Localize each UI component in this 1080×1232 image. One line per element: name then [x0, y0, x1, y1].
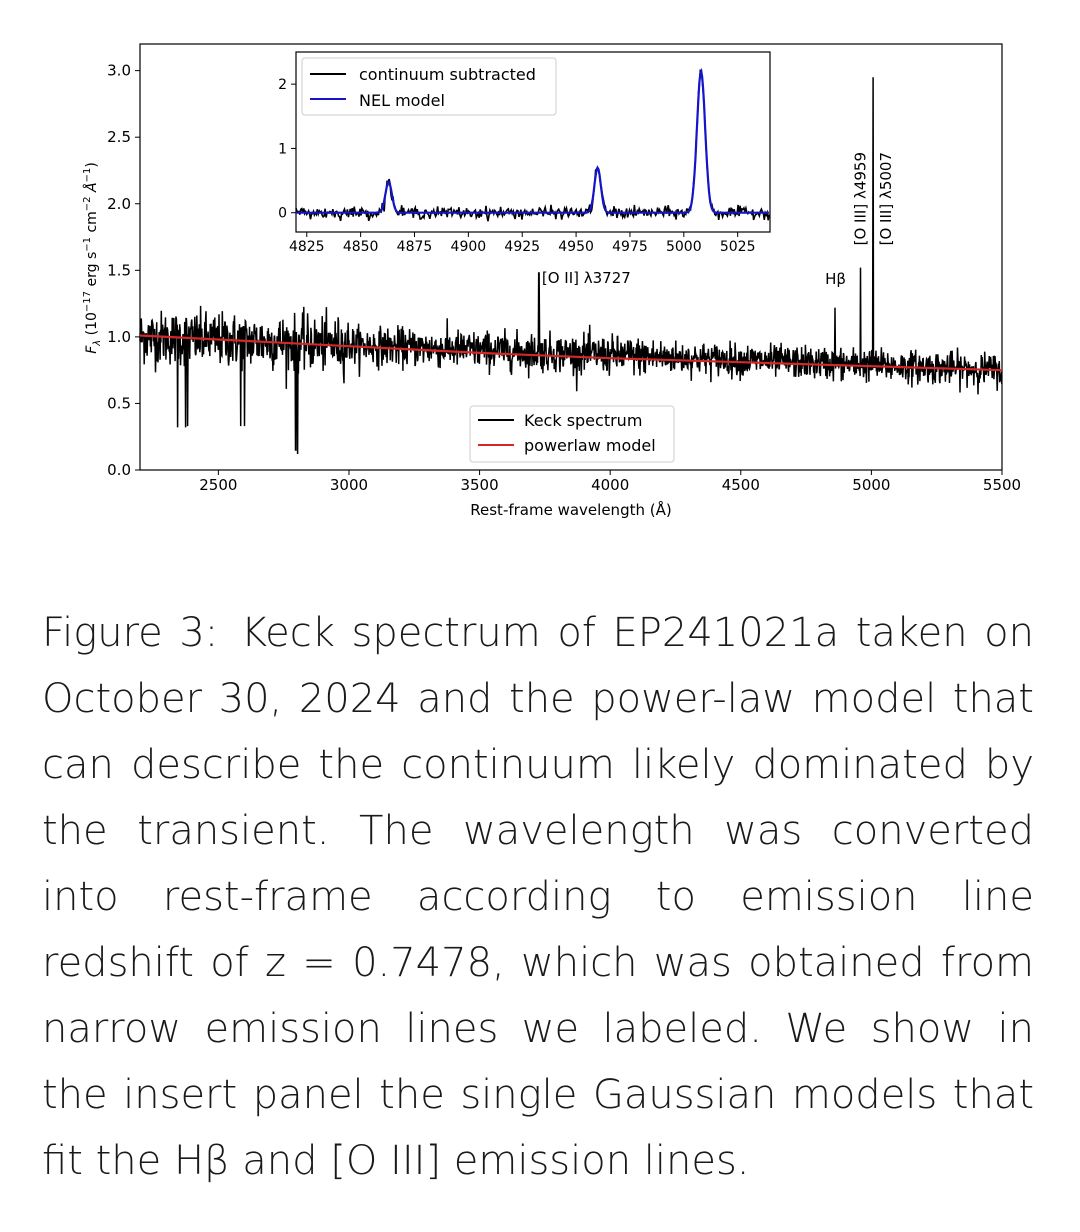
y-tick-label: 2.5 [107, 128, 131, 147]
annotation-oiii-5007: [O III] λ5007 [877, 152, 896, 246]
main-legend [470, 406, 674, 462]
x-tick-label: 4000 [591, 476, 630, 494]
inset-x-tick-label: 4975 [612, 239, 648, 255]
y-tick-label: 1.5 [107, 261, 131, 280]
inset-panel [278, 52, 770, 255]
x-tick-label: 4500 [721, 476, 760, 494]
y-tick-label: 2.0 [107, 194, 131, 213]
x-tick-label: 3500 [460, 476, 499, 494]
spectrum-figure [0, 0, 1080, 560]
y-tick-label: 0.0 [107, 461, 131, 479]
annotation-hbeta: Hβ [825, 270, 846, 288]
x-tick-label: 3000 [329, 476, 369, 494]
x-tick-label: 2500 [199, 476, 238, 494]
inset-legend [302, 58, 556, 115]
y-tick-label: 3.0 [107, 61, 131, 80]
inset-x-tick-label: 4825 [288, 239, 325, 255]
legend-label-continuum-subtracted: continuum subtracted [359, 65, 536, 84]
inset-x-tick-label: 4875 [396, 239, 433, 255]
y-axis-label: $F_\lambda$ ($10^{-17}$ erg $s^{-1}$ $cm^{-2}$ $Å^{-1}$) [82, 162, 103, 354]
figure-caption [42, 600, 1034, 1194]
inset-x-tick-label: 4925 [504, 239, 541, 255]
x-tick-label: 5500 [982, 476, 1022, 494]
caption-label: Figure 3: [42, 610, 219, 656]
inset-x-tick-label: 4850 [342, 239, 379, 255]
inset-y-tick-label: 0 [278, 205, 287, 222]
annotation-oii-3727: [O II] λ3727 [541, 269, 631, 287]
caption-text: Keck spectrum of EP241021a taken on October 30, 2024 and the power-law model that can describe the continuum likely dominated by the transient. The wavelength was converted into rest-frame according to emission line redshift of z = 0.7478, which was obtained from narrow emission lines we labeled. We show in the insert panel the single Gaussian models that fit the Hβ and [O III] emission lines. [42, 610, 1035, 1184]
x-tick-label: 5000 [852, 476, 891, 494]
legend-label-powerlaw: powerlaw model [524, 436, 656, 455]
inset-x-tick-label: 4900 [450, 239, 487, 255]
inset-x-tick-label: 5000 [665, 239, 702, 255]
legend-label-keck: Keck spectrum [524, 411, 643, 430]
y-tick-label: 1.0 [107, 327, 131, 346]
inset-x-tick-label: 4950 [558, 239, 594, 255]
inset-y-tick-label: 1 [278, 141, 287, 158]
annotation-oiii-4959: [O III] λ4959 [851, 152, 870, 246]
legend-label-nel-model: NEL model [359, 91, 445, 110]
y-tick-label: 0.5 [107, 394, 131, 413]
x-axis-label: Rest-frame wavelength (Å) [470, 501, 672, 519]
inset-x-tick-label: 5025 [719, 239, 756, 255]
inset-y-tick-label: 2 [278, 77, 287, 94]
